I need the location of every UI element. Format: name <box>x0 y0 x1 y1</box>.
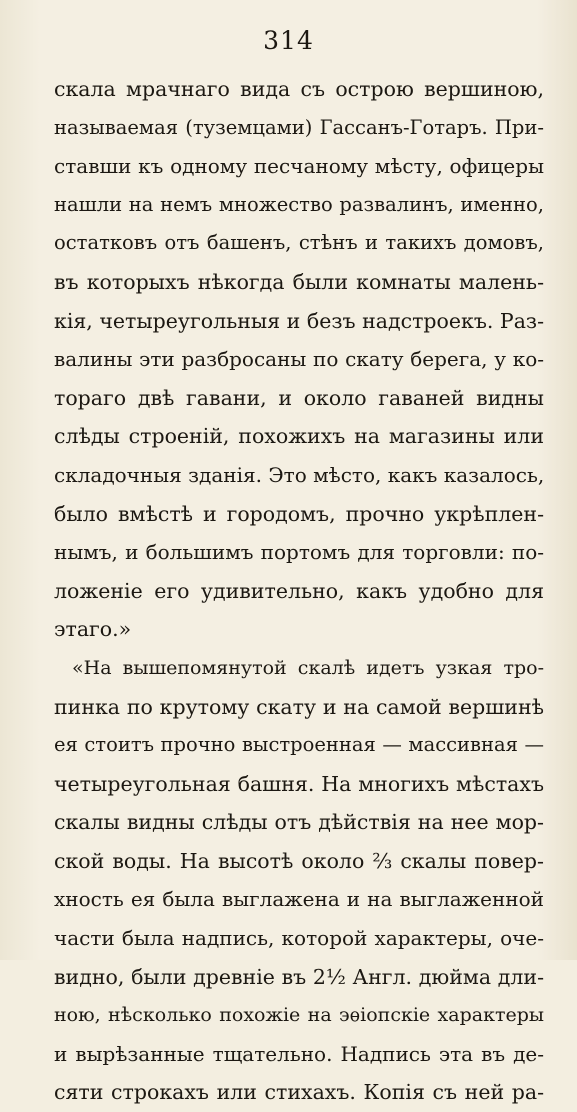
text-line: ною, нѣсколько похожіе на эѳіопскіе характеры <box>54 1004 544 1027</box>
text-line: «На вышепомянутой скалѣ идетъ узкая тро- <box>72 656 544 679</box>
text-line: сяти строкахъ или стихахъ. Копія съ ней ра- <box>54 1080 544 1105</box>
text-line: ской воды. На высотѣ около ⅔ скалы повер- <box>54 848 544 873</box>
page-number: 314 <box>263 26 314 55</box>
text-line: ложеніе его удивительно, какъ удобно для <box>54 578 544 603</box>
text-line: и вырѣзанные тщательно. Надпись эта въ де- <box>54 1041 544 1066</box>
text-line: скала мрачнаго вида съ острою вершиною, <box>54 77 544 101</box>
text-line: видно, были древніе въ 2½ Англ. дюйма дли- <box>54 964 544 989</box>
text-line: ея стоитъ прочно выстроенная — массивная — <box>54 733 544 757</box>
text-line: нашли на немъ множество развалинъ, именно, <box>54 192 544 216</box>
text-line: кія, четыреугольныя и безъ надстроекъ. Раз- <box>54 308 545 333</box>
text-line: тораго двѣ гавани, и около гаваней видны <box>54 385 544 410</box>
text-line: слѣды строеній, похожихъ на магазины или <box>54 424 544 449</box>
body-text <box>54 70 544 1112</box>
text-line: части была надпись, которой характеры, оче- <box>54 926 544 951</box>
text-line: скалы видны слѣды отъ дѣйствія на нее мор- <box>54 810 544 835</box>
text-line: ставши къ одному песчаному мѣсту, офицеры <box>54 154 544 179</box>
text-line: четыреугольная башня. На многихъ мѣстахъ <box>54 771 544 796</box>
text-line: нымъ, и большимъ портомъ для торговли: по- <box>54 540 544 565</box>
text-line: этаго.» <box>54 617 132 642</box>
text-line: въ которыхъ нѣкогда были комнаты малень- <box>54 269 544 294</box>
text-line: пинка по крутому скату и на самой вершинѣ <box>54 694 544 719</box>
text-line: валины эти разбросаны по скату берега, у ко- <box>54 347 544 372</box>
text-line: было вмѣстѣ и городомъ, прочно укрѣплен- <box>54 501 544 526</box>
text-line: хность ея была выглажена и на выглаженной <box>54 887 544 912</box>
text-line: складочныя зданія. Это мѣсто, какъ казалось, <box>54 462 545 487</box>
text-line: остатковъ отъ башенъ, стѣнъ и такихъ домовъ, <box>54 231 544 255</box>
text-line: называемая (туземцами) Гассанъ-Готаръ. При- <box>54 115 544 139</box>
